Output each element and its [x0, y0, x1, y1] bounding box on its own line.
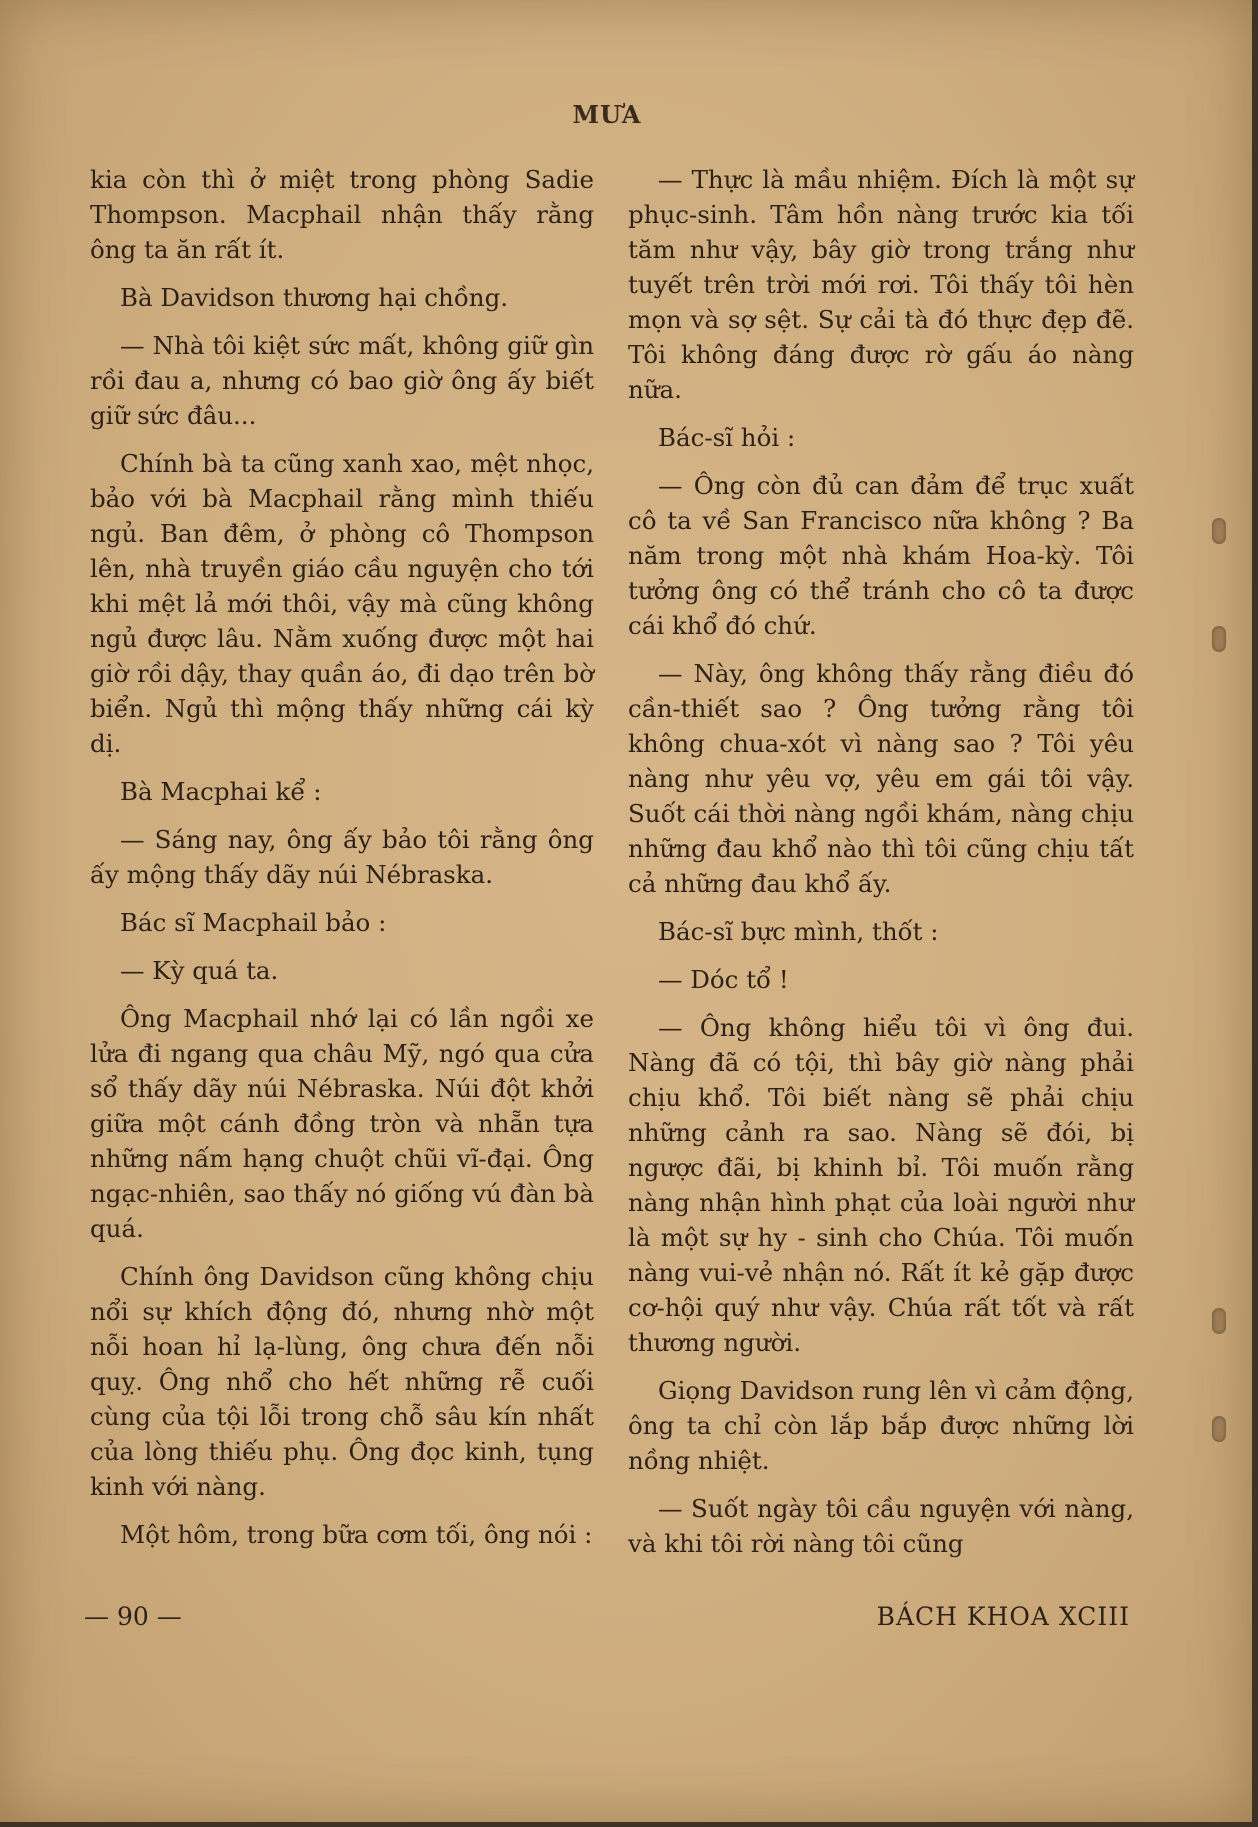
page-bottom-edge — [0, 1822, 1258, 1827]
paragraph: Bác-sĩ hỏi : — [658, 423, 796, 452]
paragraph: Một hôm, trong bữa cơm tối, ông nói : — [120, 1520, 593, 1549]
paragraph: — Kỳ quá ta. — [120, 956, 279, 985]
binding-hole-icon — [1212, 1308, 1226, 1334]
binding-hole-icon — [1212, 626, 1226, 652]
binding-hole-icon — [1212, 1416, 1226, 1442]
page-number: — 90 — — [84, 1602, 182, 1631]
paragraph: Bà Davidson thương hại chồng. — [120, 283, 509, 312]
paragraph: Bà Macphai kể : — [120, 777, 322, 806]
paragraph: — Dóc tổ ! — [658, 965, 789, 994]
paragraph: Bác sĩ Macphail bảo : — [120, 908, 387, 937]
journal-issue: BÁCH KHOA XCIII — [876, 1602, 1130, 1631]
paragraph: — Này, ông không thấy rằng điều đó cần-thiết sao ? Ông tưởng rằng tôi không chua-xót vì nàng sao ? Tôi yêu nàng như yêu vợ, yêu em gái tôi vậy. Suốt cái thời nàng ngồi khám, nàng chịu những đau khổ nào thì tôi cũng chịu tất cả những đau khổ ấy. — [628, 659, 1134, 898]
paragraph: — Nhà tôi kiệt sức mất, không giữ gìn rồi đau a, nhưng có bao giờ ông ấy biết giữ sức đâu... — [90, 331, 594, 430]
paragraph: Chính ông Davidson cũng không chịu nổi sự khích động đó, nhưng nhờ một nỗi hoan hỉ lạ-lùng, ông chưa đến nỗi quỵ. Ông nhổ cho hết những rễ cuối cùng của tội lỗi trong chỗ sâu kín nhất của lòng thiếu phụ. Ông đọc kinh, tụng kinh với nàng. — [90, 1262, 594, 1501]
paragraph: Chính bà ta cũng xanh xao, mệt nhọc, bảo với bà Macphail rằng mình thiếu ngủ. Ban đêm, ở phòng cô Thompson lên, nhà truyền giáo cầu nguyện cho tới khi mệt lả mới thôi, vậy mà cũng không ngủ được lâu. Nằm xuống được một hai giờ rồi dậy, thay quần áo, đi dạo trên bờ biển. Ngủ thì mộng thấy những cái kỳ dị. — [90, 449, 594, 758]
paragraph: Bác-sĩ bực mình, thốt : — [658, 917, 939, 946]
binding-hole-icon — [1212, 518, 1226, 544]
paragraph: — Ông không hiểu tôi vì ông đui. Nàng đã có tội, thì bây giờ nàng phải chịu khổ. Tôi biết nàng sẽ phải chịu những cảnh ra sao. Nàng sẽ đói, bị ngược đãi, bị khinh bỉ. Tôi muốn rằng nàng nhận hình phạt của loài người như là một sự hy - sinh cho Chúa. Tôi muốn nàng vui-vẻ nhận nó. Rất ít kẻ gặp được cơ-hội quý như vậy. Chúa rất tốt và rất thương người. — [628, 1013, 1134, 1357]
paragraph: — Ông còn đủ can đảm để trục xuất cô ta về San Francisco nữa không ? Ba năm trong một nhà khám Hoa-kỳ. Tôi tưởng ông có thể tránh cho cô ta được cái khổ đó chứ. — [628, 471, 1134, 640]
right-text-column — [628, 162, 1134, 1574]
page-edge — [1252, 0, 1258, 1827]
paragraph: — Sáng nay, ông ấy bảo tôi rằng ông ấy mộng thấy dãy núi Nébraska. — [90, 825, 594, 889]
left-text-column — [90, 162, 594, 1565]
paragraph: kia còn thì ở miệt trong phòng Sadie Thompson. Macphail nhận thấy rằng ông ta ăn rất ít. — [90, 165, 594, 264]
paragraph: Ông Macphail nhớ lại có lần ngồi xe lửa đi ngang qua châu Mỹ, ngó qua cửa sổ thấy dãy núi Nébraska. Núi đột khởi giữa một cánh đồng tròn và nhẵn tựa những nấm hạng chuột chũi vĩ-đại. Ông ngạc-nhiên, sao thấy nó giống vú đàn bà quá. — [90, 1004, 594, 1243]
paragraph: Giọng Davidson rung lên vì cảm động, ông ta chỉ còn lắp bắp được những lời nồng nhiệt. — [628, 1376, 1134, 1475]
running-title: MƯA — [572, 100, 642, 129]
paragraph: — Thực là mầu nhiệm. Đích là một sự phục-sinh. Tâm hồn nàng trước kia tối tăm như vậy, bây giờ trong trắng như tuyết trên trời mới rơi. Tôi thấy tôi hèn mọn và sợ sệt. Sự cải tà đó thực đẹp đẽ. Tôi không đáng được rờ gấu áo nàng nữa. — [628, 165, 1134, 404]
paragraph: — Suốt ngày tôi cầu nguyện với nàng, và khi tôi rời nàng tôi cũng — [628, 1494, 1134, 1558]
